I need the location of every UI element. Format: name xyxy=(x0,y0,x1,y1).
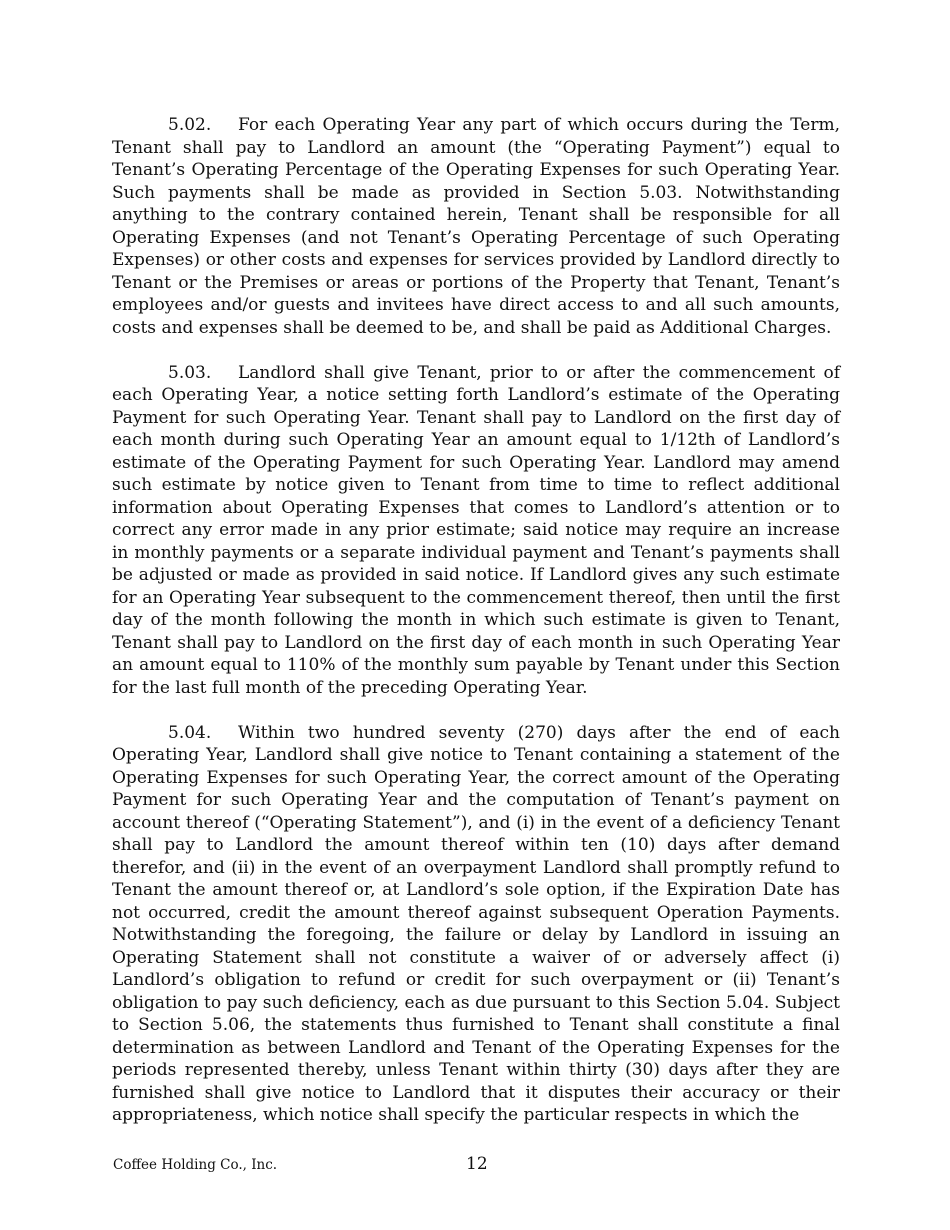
section-text: Landlord shall give Tenant, prior to or after the commencement of each Operating Year, a notice setting forth Landlord’s estimate of the Operating Payment for such Operating Year. Tenant shall pay to Landlord on the first day of each month during such Operating Year an amount equal to 1/12th of Landlord’s estimate of the Operating Payment for such Operating Year. Landlord may amend such estimate by notice given to Tenant from time to time to reflect additional information about Operating Expenses that comes to Landlord’s attention or to correct any error made in any prior estimate; said notice may require an increase in monthly payments or a separate individual payment and Tenant’s payments shall be adjusted or made as provided in said notice. If Landlord gives any such estimate for an Operating Year subsequent to the commencement thereof, then until the first day of the month following the month in which such estimate is given to Tenant, Tenant shall pay to Landlord on the first day of each month in such Operating Year an amount equal to 110% of the monthly sum payable by Tenant under this Section for the last full month of the preceding Operating Year. xyxy=(112,362,840,698)
page-number: 12 xyxy=(466,1154,488,1174)
section-number: 5.04. xyxy=(168,722,212,743)
section-5-02-paragraph xyxy=(112,114,840,339)
section-5-03-paragraph xyxy=(112,362,840,700)
section-text: For each Operating Year any part of which occurs during the Term, Tenant shall pay to Landlord an amount (the “Operating Payment”) equal to Tenant’s Operating Percentage of the Operating Expenses for such Operating Year. Such payments shall be made as provided in Section 5.03. Notwithstanding anything to the contrary contained herein, Tenant shall be responsible for all Operating Expenses (and not Tenant’s Operating Percentage of such Operating Expenses) or other costs and expenses for services provided by Landlord directly to Tenant or the Premises or areas or portions of the Property that Tenant, Tenant’s employees and/or guests and invitees have direct access to and all such amounts, costs and expenses shall be deemed to be, and shall be paid as Additional Charges. xyxy=(112,115,840,338)
section-5-04-paragraph xyxy=(112,722,840,1127)
document-body xyxy=(112,114,840,1127)
footer-company-name: Coffee Holding Co., Inc. xyxy=(113,1157,278,1173)
section-number: 5.02. xyxy=(168,115,212,135)
section-number: 5.03. xyxy=(168,362,212,383)
section-text: Within two hundred seventy (270) days after the end of each Operating Year, Landlord shall give notice to Tenant containing a statement of the Operating Expenses for such Operating Year, the correct amount of the Operating Payment for such Operating Year and the computation of Tenant’s payment on account thereof (“Operating Statement”), and (i) in the event of a deficiency Tenant shall pay to Landlord the amount thereof within ten (10) days after demand therefor, and (ii) in the event of an overpayment Landlord shall promptly refund to Tenant the amount thereof or, at Landlord’s sole option, if the Expiration Date has not occurred, credit the amount thereof against subsequent Operation Payments. Notwithstanding the foregoing, the failure or delay by Landlord in issuing an Operating Statement shall not constitute a waiver of or adversely affect (i) Landlord’s obligation to refund or credit for such overpayment or (ii) Tenant’s obligation to pay such deficiency, each as due pursuant to this Section 5.04. Subject to Section 5.06, the statements thus furnished to Tenant shall constitute a final determination as between Landlord and Tenant of the Operating Expenses for the periods represented thereby, unless Tenant within thirty (30) days after they are furnished shall give notice to Landlord that it disputes their accuracy or their appropriateness, which notice shall specify the particular respects in which the xyxy=(112,722,840,1125)
